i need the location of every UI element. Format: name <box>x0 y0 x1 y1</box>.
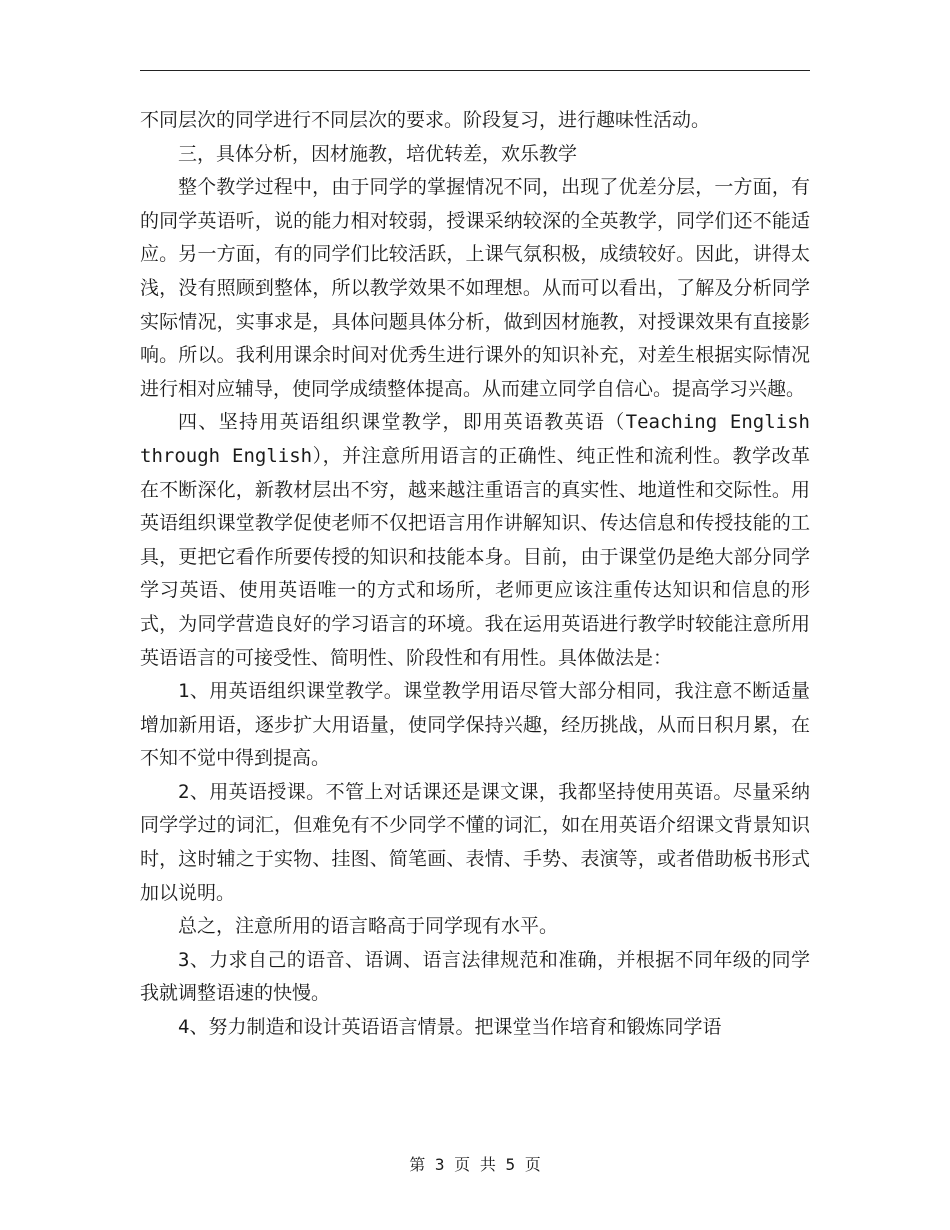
list-item-2: 2、用英语授课。不管上对话课还是课文课，我都坚持使用英语。尽量采纳同学学过的词汇，但难免有不少同学不懂的词汇，如在用英语介绍课文背景知识时，这时辅之于实物、挂图、简笔画、表情、手势、表演等，或者借助板书形式加以说明。 <box>140 780 810 904</box>
document-body <box>140 104 810 1045</box>
section-heading-3: 三，具体分析，因材施教，培优转差，欢乐教学 <box>178 142 578 165</box>
header-rule <box>140 70 810 71</box>
paragraph-3: 整个教学过程中，由于同学的掌握情况不同，出现了优差分层，一方面，有的同学英语听，说的能力相对较弱，授课采纳较深的全英教学，同学们还不能适应。另一方面，有的同学们比较活跃，上课气氛积极，成绩较好。因此，讲得太浅，没有照顾到整体，所以教学效果不如理想。从而可以看出，了解及分析同学实际情况，实事求是，具体问题具体分析，做到因材施教，对授课效果有直接影响。所以。我利用课余时间对优秀生进行课外的知识补充，对差生根据实际情况进行相对应辅导，使同学成绩整体提高。从而建立同学自信心。提高学习兴趣。 <box>140 176 810 400</box>
list-item-3: 3、力求自己的语音、语调、语言法律规范和准确，并根据不同年级的同学我就调整语速的快慢。 <box>140 948 810 1005</box>
list-item-1: 1、用英语组织课堂教学。课堂教学用语尽管大部分相同，我注意不断适量增加新用语，逐步扩大用语量，使同学保持兴趣，经历挑战，从而日积月累，在不知不觉中得到提高。 <box>140 680 810 770</box>
paragraph-1: 不同层次的同学进行不同层次的要求。阶段复习，进行趣味性活动。 <box>140 109 711 131</box>
page-number: 第 3 页 共 5 页 <box>409 1155 541 1174</box>
list-item-4: 4、努力制造和设计英语语言情景。把课堂当作培育和锻炼同学语 <box>178 1016 722 1039</box>
summary-paragraph: 总之，注意所用的语言略高于同学现有水平。 <box>178 915 559 938</box>
section-heading-4: 四、坚持用英语组织课堂教学，即用英语教英语（Teaching English through English），并注意所用语言的正确性、纯正性和流利性。教学改革在不断深化，新教材层出不穷，越来越注重语言的真实性、地道性和交际性。用英语组织课堂教学促使老师不仅把语言用作讲解知识、传达信息和传授技能的工具，更把它看作所要传授的知识和技能本身。目前，由于课堂仍是绝大部分同学学习英语、使用英语唯一的方式和场所，老师更应该注重传达知识和信息的形式，为同学营造良好的学习语言的环境。我在运用英语进行教学时较能注意所用英语语言的可接受性、简明性、阶段性和有用性。具体做法是： <box>140 411 810 669</box>
page-footer <box>0 1152 950 1175</box>
